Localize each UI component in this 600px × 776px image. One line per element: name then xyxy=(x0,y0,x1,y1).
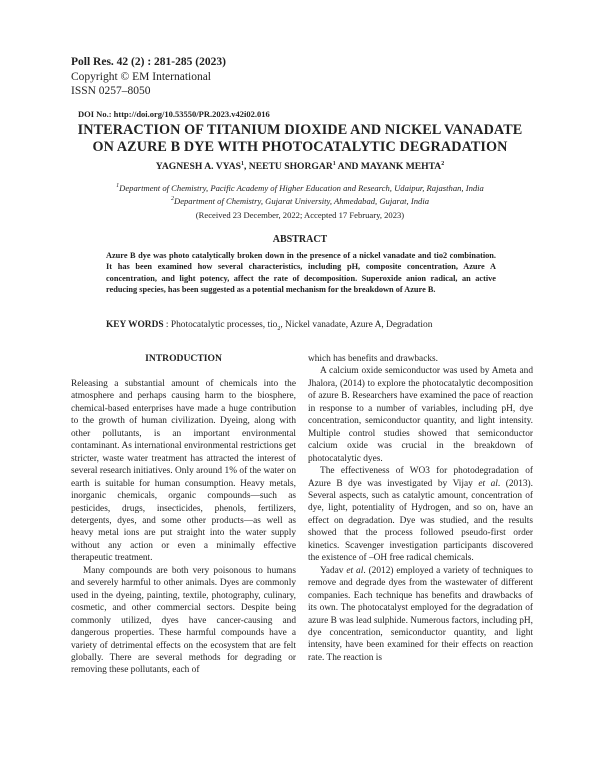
keywords-label: KEY WORDS xyxy=(106,320,164,330)
left-column xyxy=(71,378,296,677)
italic-run: et al xyxy=(478,478,498,489)
received-dates: (Received 23 December, 2022; Accepted 17 February, 2023) xyxy=(195,210,405,220)
author-list xyxy=(0,161,600,172)
title-line-1: INTERACTION OF TITANIUM DIOXIDE AND NICKEL VANADATE xyxy=(77,122,523,138)
paragraph: A calcium oxide semiconductor was used by Ameta and Jhalora, (2014) to explore the photocatalytic decomposition of azure B. Researchers have examined the pace of reaction in response to a number of variables, including pH, dye concentration, semiconductor quantity, and light intensity. Multiple control studies showed that semiconductor calcium oxide was crucial in the breakdown of photocatalytic dyes. xyxy=(308,366,533,464)
abstract-heading: ABSTRACT xyxy=(272,234,328,245)
affiliation-text: Department of Chemistry, Pacific Academy of Higher Education and Research, Udaipur, Rajasthan, India xyxy=(119,182,484,193)
doi-link[interactable]: DOI No.: http://doi.org/10.53550/PR.2023.v42i02.016 xyxy=(78,109,270,119)
affiliation-text: Department of Chemistry, Gujarat University, Ahmedabad, Gujarat, India xyxy=(173,195,429,206)
abstract-body: Azure B dye was photo catalytically broken down in the presence of a nickel vanadate and tio2 combination. It has been examined how several characteristics, including pH, composite concentration, Azure A concentration, and light potency, affect the rate of decomposition. Superoxide anion radical, an active reducing species, has been suggested as a potential mechanism for the breakdown of Azure B. xyxy=(106,251,496,295)
keywords-line xyxy=(106,320,432,332)
affiliation-1 xyxy=(60,180,540,194)
paragraph: which has benefits and drawbacks. xyxy=(308,354,438,364)
keywords-text: , Nickel vanadate, Azure A, Degradation xyxy=(280,320,433,330)
paragraph xyxy=(308,565,533,665)
keywords-text: : Photocatalytic processes, tio xyxy=(163,320,278,330)
affiliation-2 xyxy=(60,193,540,207)
affiliation-mark: 1 xyxy=(116,183,120,189)
italic-run: et al xyxy=(346,565,364,576)
author-affil-mark: 1 xyxy=(241,161,244,167)
keywords-subscript: 2 xyxy=(277,325,281,332)
author-separator: AND xyxy=(335,161,361,173)
author-affil-mark: 1 xyxy=(332,161,336,167)
text-run: . (2013). Several aspects, such as catalytic amount, concentration of dye, light, potentiality of Hydrogen, and so on, have an effect on degradation. Dye was studied, and the results showed that the process followed pseudo-first order kinetics. Scavenger investigation participants discovered the existence of –OH free radical chemicals. xyxy=(308,478,533,564)
title-line-2: ON AZURE B DYE WITH PHOTOCATALYTIC DEGRADATION xyxy=(92,139,508,155)
introduction-heading: INTRODUCTION xyxy=(145,353,222,364)
copyright-line: Copyright © EM International xyxy=(71,71,212,83)
paper-title xyxy=(60,122,540,156)
author-separator: , xyxy=(244,161,249,173)
right-column xyxy=(308,353,533,664)
text-run: Yadav xyxy=(320,565,347,576)
journal-citation: Poll Res. 42 (2) : 281-285 (2023) xyxy=(71,56,226,68)
author-name: YAGNESH A. VYAS xyxy=(155,161,241,173)
author-affil-mark: 2 xyxy=(441,161,445,167)
paragraph: Many compounds are both very poisonous to humans and severely harmful to other animals. Dyes are commonly used in the dyeing, painting, textile, photography, culinary, cosmetic, and other commercial sectors. Despite being commonly utilized, dyes have cancer-causing and dangerous properties. These harmful compounds have a variety of detrimental effects on the ecosystem that are felt globally. There are several methods for degrading or removing these pollutants, each of xyxy=(71,565,296,676)
text-run: The effectiveness of WO3 for photodegradation of Azure B dye was investigated by Vijay xyxy=(308,466,533,489)
paragraph: Releasing a substantial amount of chemicals into the atmosphere and perhaps causing harm to the biosphere, chemical-based enterprises have made a huge contribution to the growth of human civilization. Dyeing, along with other pollutants, is an important environmental contaminant. As international environmental restrictions get stricter, waste water treatment has attracted the interest of several research initiatives. Only around 1% of the water on earth is suitable for human consumption. Heavy metals, inorganic chemicals, organic compounds—such as pesticides, drugs, insecticides, phenols, fertilizers, detergents, dyes, and some other products—as well as heavy metal ions are put straight into the water supply without any action or even a minimally effective therapeutic treatment. xyxy=(71,379,296,564)
issn-line: ISSN 0257–8050 xyxy=(71,85,151,97)
author-name: NEETU SHORGAR xyxy=(248,161,333,173)
paragraph xyxy=(308,465,533,565)
text-run: . (2012) employed a variety of techniques to remove and degrade dyes from the wastewater of different companies. Each technique has benefits and drawbacks of its own. The photocatalyst employed for the degradation of azure B was lead sulphide. Numerous factors, including pH, dye concentration, semiconductor quantity, and light intensity, have been examined for their effects on reaction rate. The reaction is xyxy=(308,565,533,663)
affiliation-mark: 2 xyxy=(170,196,174,202)
author-name: MAYANK MEHTA xyxy=(360,161,442,173)
